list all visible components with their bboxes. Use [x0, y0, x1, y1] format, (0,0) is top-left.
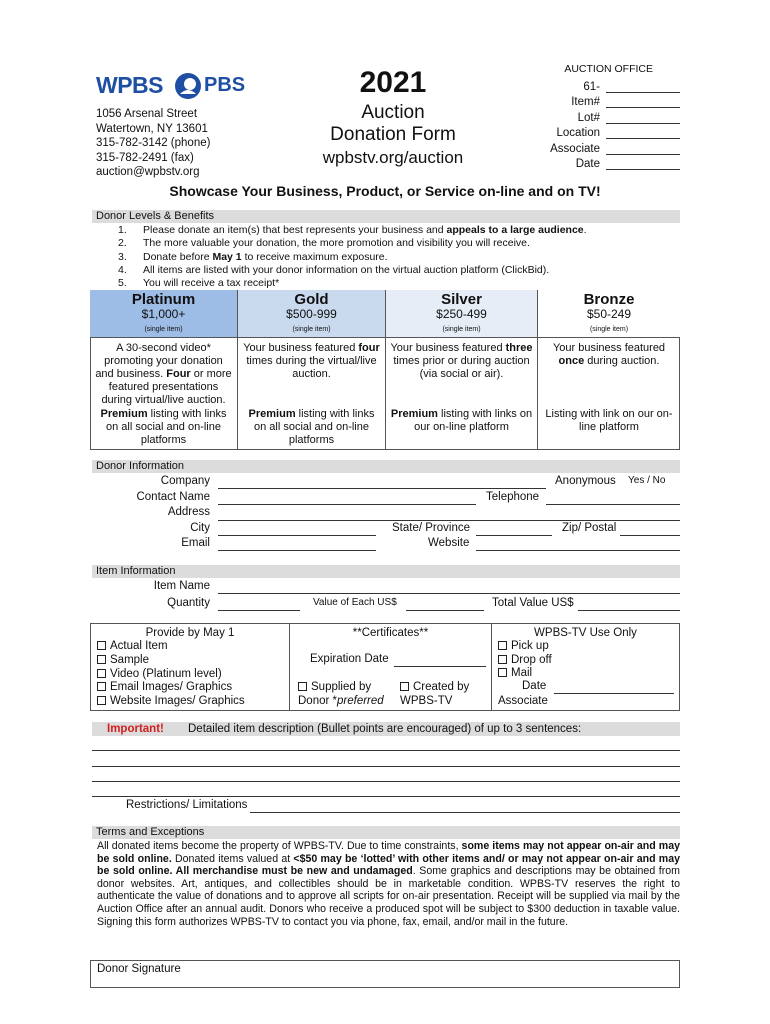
year: 2021 — [359, 66, 427, 99]
signature-label: Donor Signature — [97, 963, 181, 975]
text: listing with links on our on-line platform — [414, 408, 533, 433]
tier-benefit-2 — [542, 408, 676, 434]
text: Your business featured — [243, 342, 359, 354]
address-field[interactable] — [218, 520, 680, 521]
company-field[interactable] — [218, 488, 546, 489]
website-field[interactable] — [476, 550, 680, 551]
tier-name: Silver — [441, 291, 482, 308]
level-text: Please donate an item(s) that best represents your business and — [143, 224, 447, 236]
office-use-box — [492, 623, 680, 711]
level-item — [118, 224, 678, 237]
tier-benefit-2 — [390, 408, 533, 434]
tier-header — [386, 290, 537, 338]
address-line: Watertown, NY 13601 — [96, 122, 208, 135]
office-field-line[interactable] — [606, 159, 680, 170]
website-label: Website — [428, 537, 470, 549]
tier-benefits — [386, 338, 537, 434]
title-donation-form: Donation Form — [330, 124, 456, 145]
text: Your business featured — [552, 342, 666, 354]
item-heading: Item Information — [92, 565, 680, 578]
description-instructions: Detailed item description (Bullet points are encouraged) of up to 3 sentences: — [188, 723, 582, 735]
signature-box[interactable] — [90, 960, 680, 988]
bold-text: Four — [166, 368, 191, 380]
wpbs-logo — [96, 70, 246, 102]
created-label: Created by — [413, 681, 470, 693]
bold-text: four — [358, 342, 380, 354]
office-use-title: WPBS-TV Use Only — [534, 627, 637, 639]
office-field-label: Associate — [550, 142, 600, 155]
company-label: Company — [160, 475, 210, 487]
anonymous-label: Anonymous — [555, 475, 616, 487]
level-item — [118, 264, 678, 277]
text: times prior or during auction (via social or air). — [393, 355, 530, 380]
description-line-1[interactable] — [92, 750, 680, 751]
item-name-field[interactable] — [218, 593, 680, 594]
city-field[interactable] — [218, 535, 376, 536]
level-text: You will receive a tax receipt* — [143, 277, 280, 290]
tier-benefit-1 — [94, 342, 233, 408]
bold-text: Premium — [248, 408, 296, 420]
office-date-field[interactable] — [554, 693, 674, 694]
office-field-line[interactable] — [606, 82, 680, 93]
pbs-head-icon — [174, 72, 202, 100]
bold-text: Premium — [390, 408, 438, 420]
level-bold: appeals to a large audience — [446, 224, 584, 236]
provide-option-label: Actual Item — [110, 640, 168, 652]
office-use-option[interactable] — [498, 640, 673, 654]
provide-option[interactable] — [97, 654, 283, 668]
description-line-2[interactable] — [92, 766, 680, 767]
office-field-row — [530, 139, 680, 155]
telephone-label: Telephone — [486, 491, 540, 503]
anonymous-yes-no[interactable]: Yes / No — [628, 475, 666, 486]
checkbox[interactable] — [97, 669, 106, 678]
donor-label: Donor * — [298, 695, 337, 707]
provide-box — [90, 623, 290, 711]
tier-benefits — [538, 338, 680, 434]
provide-option-label: Video (Platinum level) — [110, 667, 222, 680]
office-field-label: Date — [575, 158, 600, 170]
tier-name: Gold — [294, 291, 329, 308]
tier-benefits — [238, 338, 385, 447]
zip-label: Zip/ Postal — [562, 522, 617, 534]
quantity-label: Quantity — [167, 597, 210, 609]
created-checkbox[interactable] — [400, 682, 409, 691]
level-text: . — [583, 224, 587, 236]
text: . Some graphics and descriptions may be obtained from donor websites. Art, antiques, and collectibles should be in marketable condition. WPBS-TV reserves the right to authenticate the value of donations and to approve all scripts for on-air presentation. Receipt will be supplied via mail by the Auction Office after an annual audit. Donors who receive a produced spot will be subject to $300 deduction in taxable value. Signing this form authorizes WPBS-TV to contact you via phone, fax, email, and/or mail in the future. — [97, 865, 680, 928]
tier-price: $250-499 — [436, 307, 487, 321]
supplied-by-donor[interactable] — [298, 680, 384, 708]
office-use-option[interactable] — [498, 667, 673, 681]
bold-text: some items may not appear on-air and may be sold online. — [97, 840, 680, 865]
office-field-label: 61- — [583, 80, 600, 93]
email-field[interactable] — [218, 550, 376, 551]
address-line: 1056 Arsenal Street — [96, 108, 198, 120]
provide-option-label: Website Images/ Graphics — [110, 695, 245, 708]
tier-note: (single item) — [292, 326, 331, 333]
text: during auction. — [584, 355, 660, 367]
level-number: 5. — [118, 277, 127, 290]
bold-text: <$50 may be ‘lotted’ with other items and/ or may not appear on-air and may be sold online. All merchandise must be new and undamaged — [97, 852, 680, 878]
tier-benefit-1 — [542, 342, 676, 408]
tier-name: Platinum — [131, 291, 196, 308]
tier-note: (single item) — [442, 326, 481, 333]
office-use-option-label: Pick up — [511, 640, 549, 652]
tier-note: (single item) — [589, 326, 629, 333]
level-number: 1. — [118, 224, 127, 236]
tier-name: Bronze — [583, 291, 635, 308]
state-field[interactable] — [476, 535, 552, 536]
contact-name-field[interactable] — [218, 504, 476, 505]
value-each-label: Value of Each US$ — [313, 597, 397, 608]
created-by-station: WPBS-TV — [400, 695, 453, 707]
provide-title: Provide by May 1 — [145, 627, 235, 639]
contact-label: Contact Name — [136, 491, 210, 503]
level-text: All items are listed with your donor information on the virtual auction platform (ClickBid). — [143, 263, 550, 276]
bold-text: once — [558, 355, 585, 367]
logo-pbs-text: PBS — [204, 74, 246, 96]
office-use-option-label: Drop off — [511, 653, 552, 666]
office-associate-label: Associate — [498, 695, 548, 707]
provide-option[interactable] — [97, 640, 283, 654]
office-field-line[interactable] — [606, 144, 680, 155]
bold-text: three — [505, 342, 533, 354]
total-value-label: Total Value US$ — [492, 597, 574, 609]
checkbox[interactable] — [97, 682, 106, 691]
checkbox[interactable] — [498, 655, 507, 664]
terms-heading: Terms and Exceptions — [92, 826, 680, 839]
phone: 315-782-3142 (phone) — [96, 137, 211, 149]
supplied-checkbox[interactable] — [298, 682, 307, 691]
checkbox[interactable] — [498, 668, 507, 677]
state-label: State/ Province — [392, 522, 470, 534]
text: Listing with link on our on-line platform — [545, 408, 673, 433]
bold-text: Premium — [100, 408, 148, 420]
text: A 30-second video* promoting your donation and business. — [95, 342, 223, 380]
title-auction: Auction — [361, 102, 425, 123]
important-label: Important! — [107, 723, 164, 735]
auction-url[interactable]: wpbstv.org/auction — [322, 148, 464, 167]
level-item — [118, 251, 678, 264]
office-field-row — [530, 93, 680, 109]
expiration-field[interactable] — [394, 666, 486, 667]
restrictions-label: Restrictions/ Limitations — [126, 799, 248, 811]
office-field-row — [530, 77, 680, 93]
office-use-option-label: Mail — [511, 667, 533, 679]
certificates-title: **Certificates** — [352, 627, 429, 639]
tier-price: $50-249 — [586, 307, 632, 321]
office-field-line[interactable] — [606, 113, 680, 124]
level-text: The more valuable your donation, the more promotion and visibility you will receive. — [143, 237, 530, 250]
office-field-row — [530, 155, 680, 171]
value-each-field[interactable] — [406, 610, 484, 611]
quantity-field[interactable] — [218, 610, 300, 611]
office-use-option[interactable] — [498, 654, 673, 668]
office-field-row — [530, 124, 680, 140]
text: listing with links on all social and on-line platforms — [106, 408, 227, 446]
tier-benefit-2 — [94, 408, 233, 447]
telephone-field[interactable] — [546, 504, 680, 505]
item-name-label: Item Name — [153, 580, 210, 592]
restrictions-field[interactable] — [250, 812, 680, 813]
level-number: 3. — [118, 250, 127, 263]
city-label: City — [190, 522, 210, 534]
tier-silver — [385, 290, 537, 450]
tier-price: $500-999 — [286, 307, 337, 321]
office-field-label: Location — [556, 127, 600, 139]
tier-header — [538, 290, 680, 338]
terms-text — [97, 840, 680, 928]
checkbox[interactable] — [498, 641, 507, 650]
created-by-wpbs[interactable] — [400, 680, 469, 708]
level-number: 2. — [118, 237, 127, 250]
tier-benefit-1 — [242, 342, 381, 408]
provide-option[interactable] — [97, 695, 283, 709]
text: All donated items become the property of WPBS-TV. Due to time constraints, — [97, 840, 462, 852]
tier-platinum — [90, 290, 237, 450]
office-field-label: Lot# — [577, 111, 600, 124]
provide-option-label: Sample — [110, 653, 149, 666]
checkbox[interactable] — [97, 655, 106, 664]
text: times during the virtual/live auction. — [246, 355, 377, 380]
tier-note: (single item) — [144, 326, 183, 333]
description-line-3[interactable] — [92, 781, 680, 782]
station-address — [96, 107, 210, 180]
text: Your business featured — [390, 342, 506, 354]
supplied-label: Supplied by — [311, 681, 372, 693]
tier-header — [90, 290, 237, 338]
level-text: to receive maximum exposure. — [241, 250, 388, 263]
office-field-line[interactable] — [606, 97, 680, 108]
address-label: Address — [167, 506, 210, 518]
tier-gold — [237, 290, 385, 450]
provide-option[interactable] — [97, 668, 283, 682]
level-item — [118, 237, 678, 250]
headline: Showcase Your Business, Product, or Service on-line and on TV! — [169, 183, 601, 199]
office-field-label: Item# — [571, 96, 600, 108]
office-title: AUCTION OFFICE — [564, 63, 653, 75]
tier-price: $1,000+ — [141, 307, 186, 321]
office-field-row — [530, 108, 680, 124]
level-number: 4. — [118, 263, 127, 276]
tier-header — [238, 290, 385, 338]
office-date-label: Date — [522, 680, 547, 692]
description-line-4[interactable] — [92, 796, 680, 797]
text: listing with links on all social and on-line platforms — [254, 408, 375, 446]
office-field-line[interactable] — [606, 128, 680, 139]
tier-benefit-2 — [242, 408, 381, 447]
checkbox[interactable] — [97, 641, 106, 650]
certificates-box — [290, 623, 492, 711]
levels-list — [118, 224, 678, 290]
donor-heading: Donor Information — [92, 460, 680, 473]
text: Donated items valued at — [171, 852, 294, 865]
tier-benefits — [90, 338, 237, 447]
auction-office-box — [530, 63, 680, 170]
email-label: Email — [181, 537, 210, 549]
total-value-field[interactable] — [578, 610, 680, 611]
email-link[interactable]: auction@wpbstv.org — [96, 166, 200, 178]
text: or more featured presentations during virtual/live auction. — [101, 368, 232, 406]
fax: 315-782-2491 (fax) — [96, 151, 194, 164]
preferred-label: preferred — [337, 695, 384, 707]
levels-heading: Donor Levels & Benefits — [92, 210, 680, 223]
provide-option-label: Email Images/ Graphics — [110, 681, 233, 694]
tier-benefit-1 — [390, 342, 533, 408]
level-text: Donate before — [143, 250, 213, 263]
provide-option[interactable] — [97, 681, 283, 695]
expiration-label: Expiration Date — [310, 653, 389, 665]
checkbox[interactable] — [97, 696, 106, 705]
tier-bronze — [537, 290, 680, 450]
level-item — [118, 277, 678, 290]
form-title — [300, 66, 486, 169]
zip-field[interactable] — [620, 535, 680, 536]
logo-wpbs-text: WPBS — [96, 72, 163, 98]
level-bold: May 1 — [212, 250, 242, 263]
